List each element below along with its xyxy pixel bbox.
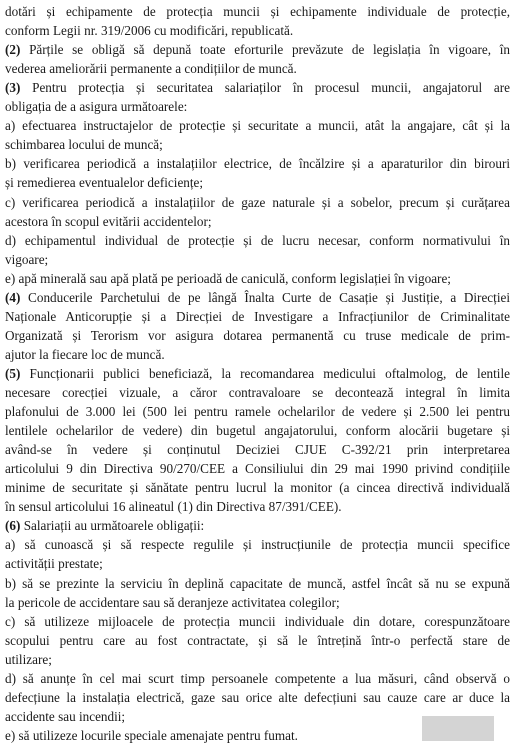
text-line: [5, 669, 510, 688]
text-line: [5, 593, 340, 612]
paragraph-number: (3): [5, 80, 21, 96]
text-line: [5, 116, 510, 135]
line-text: e) să utilizeze locurile speciale amenajate pentru fumat.: [5, 727, 298, 743]
text-line: [5, 535, 510, 554]
text-line: [5, 726, 298, 745]
text-line: [5, 154, 510, 173]
text-line: [5, 612, 510, 631]
line-text: necesare corecției vizuale, a căror contravaloare se decontează integral în limita: [5, 385, 510, 400]
text-line: [5, 288, 510, 307]
line-text: scopului pentru care au fost contractate, și să le întrețină într-o perfectă stare de: [5, 632, 510, 648]
line-text: în sensul articolului 16 alineatul (1) din Directiva 87/391/CEE).: [5, 499, 342, 515]
line-text: c) verificarea periodică a instalațiilor de gaze naturale și a sobelor, precum și curățarea: [5, 194, 510, 210]
line-text: Salariații au următoarele obligații:: [20, 518, 205, 534]
line-text: schimbarea locului de muncă;: [5, 137, 163, 153]
text-line: [5, 135, 163, 154]
line-text: b) să se prezinte la serviciu în deplină capacitate de muncă, astfel încât să nu se expună: [5, 575, 510, 591]
line-text: obligația de a asigura următoarele:: [5, 99, 188, 115]
text-line: [5, 40, 510, 59]
line-text: b) verificarea periodică a instalațiilor electrice, de încălzire și a aparaturilor din birouri: [5, 156, 510, 172]
line-text: articolului 9 din Directiva 90/270/CEE a Consiliului din 29 mai 1990 privind condițiile: [5, 461, 510, 477]
text-line: [5, 383, 510, 402]
line-text: plafonului de 3.000 lei (500 lei pentru ramele ochelarilor de vedere și 2.500 lei pentru: [5, 404, 510, 420]
text-line: [5, 345, 165, 364]
line-text: e) apă minerală sau apă plată pe perioadă de caniculă, conform legislației în vigoare;: [5, 270, 451, 286]
text-line: [5, 173, 203, 192]
text-line: [5, 554, 103, 573]
text-line: [5, 231, 510, 250]
line-text: ajutor la fiecare loc de muncă.: [5, 346, 165, 362]
text-line: [5, 631, 510, 650]
text-line: [5, 688, 510, 707]
text-line: [5, 21, 293, 40]
text-line: [5, 250, 48, 269]
line-text: Funcționarii publici beneficiază, la recomandarea medicului oftalmolog, de lentile: [20, 365, 510, 381]
redaction-block: [422, 716, 494, 741]
line-text: d) să anunțe în cel mai scurt timp persoanele competente a lua măsuri, când observă o: [5, 670, 510, 686]
text-line: [5, 497, 342, 516]
line-text: minime de securitate și sănătate pentru lucrul la monitor (a cincea directivă individuală: [5, 480, 510, 496]
paragraph-number: (6): [5, 518, 21, 534]
text-line: [5, 440, 510, 459]
text-line: [5, 574, 510, 593]
text-line: [5, 421, 510, 440]
text-line: [5, 212, 212, 231]
line-text: d) echipamentul individual de protecție și de lucru necesar, conform normativului în: [5, 232, 510, 248]
text-line: [5, 97, 187, 116]
text-line: [5, 59, 297, 78]
line-text: având-se în vedere și conținutul Deciziei CJUE C-392/21 prin interpretarea: [5, 442, 510, 458]
line-text: Organizată și Terorism vor asigura dotarea permanentă cu truse medicale de prim-: [5, 327, 510, 343]
line-text: la pericole de accidentare sau să deranjeze activitatea colegilor;: [5, 594, 340, 610]
text-line: [5, 402, 510, 421]
line-text: și remedierea eventualelor deficiențe;: [5, 175, 204, 191]
text-line: [5, 307, 510, 326]
line-text: activității prestate;: [5, 556, 103, 572]
text-line: [5, 707, 125, 726]
text-line: [5, 326, 510, 345]
line-text: Naționale Anticorupție și a Direcției de Investigare a Infracțiunilor de Criminalitate: [5, 308, 510, 324]
text-line: [5, 78, 510, 97]
line-text: acestora în scopul evitării accidentelor;: [5, 213, 212, 229]
text-line: [5, 459, 510, 478]
text-line: [5, 2, 510, 21]
line-text: a) să cunoască și să respecte regulile și instrucțiunile de protecția muncii specifice: [5, 537, 510, 553]
text-line: [5, 478, 510, 497]
line-text: a) efectuarea instructajelor de protecție și securitate a muncii, atât la angajare, cât și la: [5, 118, 510, 134]
text-line: [5, 516, 204, 535]
paragraph-number: (4): [5, 289, 21, 305]
line-text: accidente sau incendii;: [5, 708, 126, 724]
line-text: c) să utilizeze mijloacele de protecția muncii individuale din dotare, corespunzătoare: [5, 613, 510, 629]
text-line: [5, 650, 52, 669]
line-text: Părțile se obligă să depună toate eforturile prevăzute de legislația în vigoare, în: [20, 42, 510, 58]
line-text: defecțiune la instalația electrică, gaze sau orice alte defecțiuni sau cauze care ar duce la: [5, 689, 510, 705]
line-text: Pentru protecția și securitatea salariaților în procesul muncii, angajatorul are: [20, 80, 510, 96]
text-line: [5, 193, 510, 212]
text-line: [5, 269, 451, 288]
line-text: Conducerile Parchetului de pe lângă Înalta Curte de Casație și Justiție, a Direcției: [20, 289, 510, 305]
line-text: utilizare;: [5, 651, 52, 667]
line-text: lentilele ochelarilor de vedere) din bugetul angajatorului, conform alocării bugetare și: [5, 423, 510, 439]
line-text: vederea ameliorării permanente a condițiilor de muncă.: [5, 61, 297, 77]
paragraph-number: (2): [5, 42, 21, 58]
paragraph-number: (5): [5, 365, 21, 381]
line-text: conform Legii nr. 319/2006 cu modificări, republicată.: [5, 23, 294, 39]
line-text: vigoare;: [5, 251, 49, 267]
text-line: [5, 364, 510, 383]
line-text: dotări și echipamente de protecția muncii și echipamente individuale de protecție,: [5, 4, 510, 19]
